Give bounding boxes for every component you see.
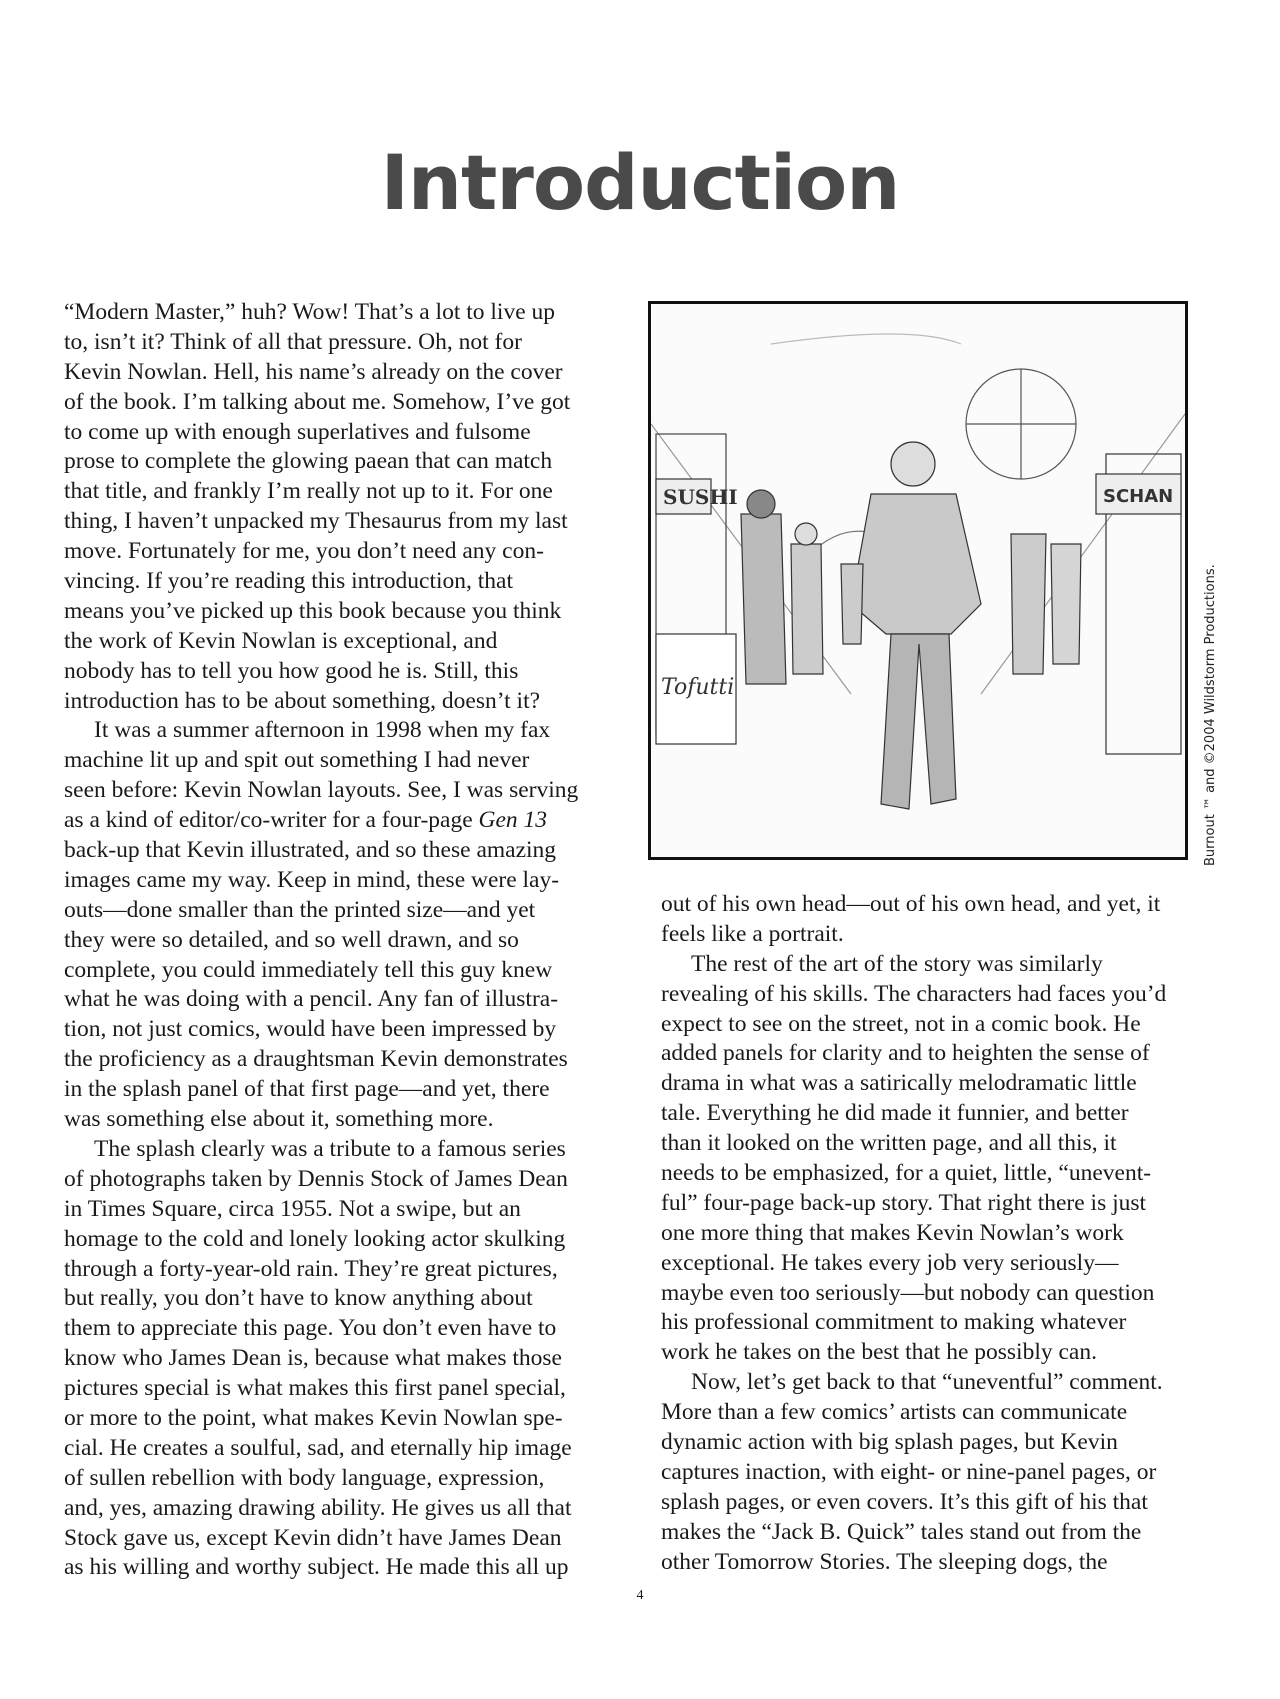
text-line-content: needs to be emphasized, for a quiet, little, “unevent-: [661, 1160, 1152, 1187]
text-line: [64, 627, 609, 657]
text-line: [64, 926, 609, 956]
text-line: [64, 1374, 609, 1404]
text-line-content: of sullen rebellion with body language, expression,: [64, 1464, 545, 1491]
text-line: [661, 1069, 1196, 1099]
page-title: Introduction: [380, 138, 900, 227]
text-line-content: and, yes, amazing drawing ability. He gives us all that: [64, 1494, 572, 1521]
text-line: [64, 1314, 609, 1344]
text-line: [64, 1015, 609, 1045]
text-line-content: pictures special is what makes this first panel special,: [64, 1375, 566, 1402]
text-line-content: other Tomorrow Stories. The sleeping dogs, the: [661, 1548, 1108, 1575]
text-line: [661, 1010, 1196, 1040]
text-line-content: as a kind of editor/co-writer for a four-page: [64, 807, 479, 834]
text-line-content: drama in what was a satirically melodramatic little: [661, 1070, 1137, 1097]
text-line-content: know who James Dean is, because what makes those: [64, 1345, 562, 1372]
text-line: [661, 1548, 1196, 1578]
text-line: [661, 1398, 1196, 1428]
text-line: [64, 896, 609, 926]
text-line-content: expect to see on the street, not in a comic book. He: [661, 1010, 1141, 1037]
text-line-content: of photographs taken by Dennis Stock of James Dean: [64, 1165, 568, 1192]
text-line-content: feels like a portrait.: [661, 920, 844, 947]
text-line-content: prose to complete the glowing paean that can match: [64, 448, 553, 475]
text-line: [661, 1219, 1196, 1249]
text-line-content: “Modern Master,” huh? Wow! That’s a lot to live up: [64, 299, 555, 325]
text-line-content: It was a summer afternoon in 1998 when my fax: [94, 717, 551, 744]
text-line: [64, 1524, 609, 1554]
text-line: [64, 507, 609, 537]
text-line-content: the work of Kevin Nowlan is exceptional, and: [64, 627, 498, 654]
text-line-content: means you’ve picked up this book because you think: [64, 597, 562, 624]
text-line-content: back-up that Kevin illustrated, and so these amazing: [64, 837, 557, 864]
text-line-content: More than a few comics’ artists can communicate: [661, 1399, 1128, 1426]
text-line-content: than it looked on the written page, and all this, it: [661, 1130, 1117, 1157]
text-line-content: in Times Square, circa 1955. Not a swipe, but an: [64, 1195, 521, 1222]
text-line: [64, 836, 609, 866]
text-line-content: his professional commitment to making whatever: [661, 1309, 1127, 1336]
text-line: [64, 956, 609, 986]
text-line-content: one more thing that makes Kevin Nowlan’s work: [661, 1219, 1124, 1246]
text-line: [661, 980, 1196, 1010]
text-line-content: outs—done smaller than the printed size—and yet: [64, 896, 536, 923]
text-line-content: captures inaction, with eight- or nine-panel pages, or: [661, 1458, 1157, 1485]
text-line-content: added panels for clarity and to heighten the sense of: [661, 1040, 1150, 1067]
text-line: [64, 1434, 609, 1464]
text-line: [64, 388, 609, 418]
text-line-content: makes the “Jack B. Quick” tales stand out from the: [661, 1518, 1142, 1545]
text-line: [661, 920, 1196, 950]
text-line: [64, 985, 609, 1015]
text-line-content: of the book. I’m talking about me. Somehow, I’ve got: [64, 388, 571, 415]
text-line-content: was something else about it, something more.: [64, 1106, 494, 1133]
text-line-content: Kevin Nowlan. Hell, his name’s already on the cover: [64, 358, 563, 385]
text-line: [661, 1428, 1196, 1458]
text-line: [64, 447, 609, 477]
text-line-content: splash pages, or even covers. It’s this gift of his that: [661, 1488, 1148, 1515]
text-line: [661, 1518, 1196, 1548]
text-line-content: tale. Everything he did made it funnier, and better: [661, 1100, 1129, 1127]
text-line: [661, 1099, 1196, 1129]
text-line: [64, 687, 609, 717]
text-line: [64, 1165, 609, 1195]
text-line-content: through a forty-year-old rain. They’re great pictures,: [64, 1255, 558, 1282]
text-line: [64, 1494, 609, 1524]
text-line-content: tion, not just comics, would have been impressed by: [64, 1016, 557, 1043]
text-line: [661, 1308, 1196, 1338]
text-line-content: that title, and frankly I’m really not up to it. For one: [64, 478, 553, 505]
text-line: [661, 1189, 1196, 1219]
text-line-content: vincing. If you’re reading this introduction, that: [64, 568, 514, 595]
text-line-content: ful” four-page back-up story. That right there is just: [661, 1189, 1147, 1216]
text-line: [661, 1279, 1196, 1309]
left-text-column: [64, 298, 609, 1583]
text-line: [64, 1225, 609, 1255]
text-line-content: Now, let’s get back to that “uneventful” comment.: [691, 1369, 1163, 1396]
text-line-content: but really, you don’t have to know anything about: [64, 1285, 533, 1312]
text-line-content: complete, you could immediately tell this guy knew: [64, 956, 553, 983]
text-line: [661, 1368, 1196, 1398]
text-line-content: the proficiency as a draughtsman Kevin demonstrates: [64, 1046, 568, 1073]
sushi-sign: SUSHI: [663, 485, 738, 509]
text-line: [64, 1344, 609, 1374]
text-line: [64, 806, 609, 836]
text-line-content: maybe even too seriously—but nobody can question: [661, 1279, 1155, 1306]
illustration-figure: [648, 301, 1188, 860]
text-line: [661, 1458, 1196, 1488]
text-line: [64, 1284, 609, 1314]
text-line: [64, 716, 609, 746]
text-line-content: seen before: Kevin Nowlan layouts. See, I was serving: [64, 777, 579, 804]
text-line-content: in the splash panel of that first page—and yet, there: [64, 1076, 550, 1103]
text-line: [64, 1075, 609, 1105]
text-line-content: thing, I haven’t unpacked my Thesaurus from my last: [64, 508, 568, 535]
text-line: [661, 1488, 1196, 1518]
text-line-content: exceptional. He takes every job very seriously—: [661, 1249, 1119, 1276]
text-line: [661, 890, 1196, 920]
text-line-content: revealing of his skills. The characters had faces you’d: [661, 980, 1167, 1007]
text-line-content: move. Fortunately for me, you don’t need any con-: [64, 538, 544, 565]
text-line-content: work he takes on the best that he possibly can.: [661, 1339, 1097, 1366]
text-line-content: Stock gave us, except Kevin didn’t have James Dean: [64, 1524, 562, 1551]
text-line: [64, 776, 609, 806]
right-text-column: [661, 890, 1196, 1577]
text-line: [64, 328, 609, 358]
text-line-content: out of his own head—out of his own head, and yet, it: [661, 891, 1161, 917]
text-line: [64, 1045, 609, 1075]
shop-sign: SCHAN: [1103, 486, 1174, 507]
text-line-content: to come up with enough superlatives and fulsome: [64, 418, 531, 445]
text-line: [64, 567, 609, 597]
text-line: [64, 1553, 609, 1583]
text-line: [661, 1129, 1196, 1159]
text-line-content: homage to the cold and lonely looking actor skulking: [64, 1225, 566, 1252]
text-line: [64, 597, 609, 627]
text-line-content: images came my way. Keep in mind, these were lay-: [64, 866, 560, 893]
text-line: [64, 477, 609, 507]
text-line-content: The rest of the art of the story was similarly: [691, 950, 1103, 977]
text-line: [661, 1039, 1196, 1069]
tofutti-sign: Tofutti: [661, 675, 735, 700]
text-line: [661, 950, 1196, 980]
text-line-content: or more to the point, what makes Kevin Nowlan spe-: [64, 1404, 563, 1431]
text-line: [64, 866, 609, 896]
text-line-content: dynamic action with big splash pages, but Kevin: [661, 1429, 1118, 1456]
text-line: [64, 1195, 609, 1225]
text-line: [661, 1249, 1196, 1279]
text-line: [64, 1464, 609, 1494]
text-line-content: cial. He creates a soulful, sad, and eternally hip image: [64, 1434, 572, 1461]
text-line-content: them to appreciate this page. You don’t even have to: [64, 1315, 557, 1342]
text-line: [64, 1255, 609, 1285]
text-line: [64, 358, 609, 388]
text-line: [661, 1159, 1196, 1189]
text-line-content: as his willing and worthy subject. He made this all up: [64, 1554, 569, 1581]
text-line-content: to, isn’t it? Think of all that pressure. Oh, not for: [64, 328, 522, 355]
copyright-credit: Burnout ™ and ©2004 Wildstorm Productions.: [1203, 564, 1218, 866]
text-line-content: they were so detailed, and so well drawn, and so: [64, 926, 519, 953]
italic-title: Gen 13: [478, 807, 548, 834]
text-line: [64, 746, 609, 776]
text-line: [64, 537, 609, 567]
text-line-content: introduction has to be about something, doesn’t it?: [64, 687, 541, 714]
page-number: 4: [636, 1588, 644, 1603]
text-line: [661, 1338, 1196, 1368]
text-line: [64, 657, 609, 687]
text-line: [64, 418, 609, 448]
text-line-content: nobody has to tell you how good he is. Still, this: [64, 657, 519, 684]
text-line-content: what he was doing with a pencil. Any fan of illustra-: [64, 986, 559, 1013]
text-line: [64, 1105, 609, 1135]
sketch-illustration: [651, 304, 1185, 857]
text-line-content: The splash clearly was a tribute to a famous series: [94, 1135, 566, 1162]
text-line: [64, 298, 609, 328]
text-line: [64, 1404, 609, 1434]
text-line: [64, 1135, 609, 1165]
text-line-content: machine lit up and spit out something I had never: [64, 747, 530, 774]
